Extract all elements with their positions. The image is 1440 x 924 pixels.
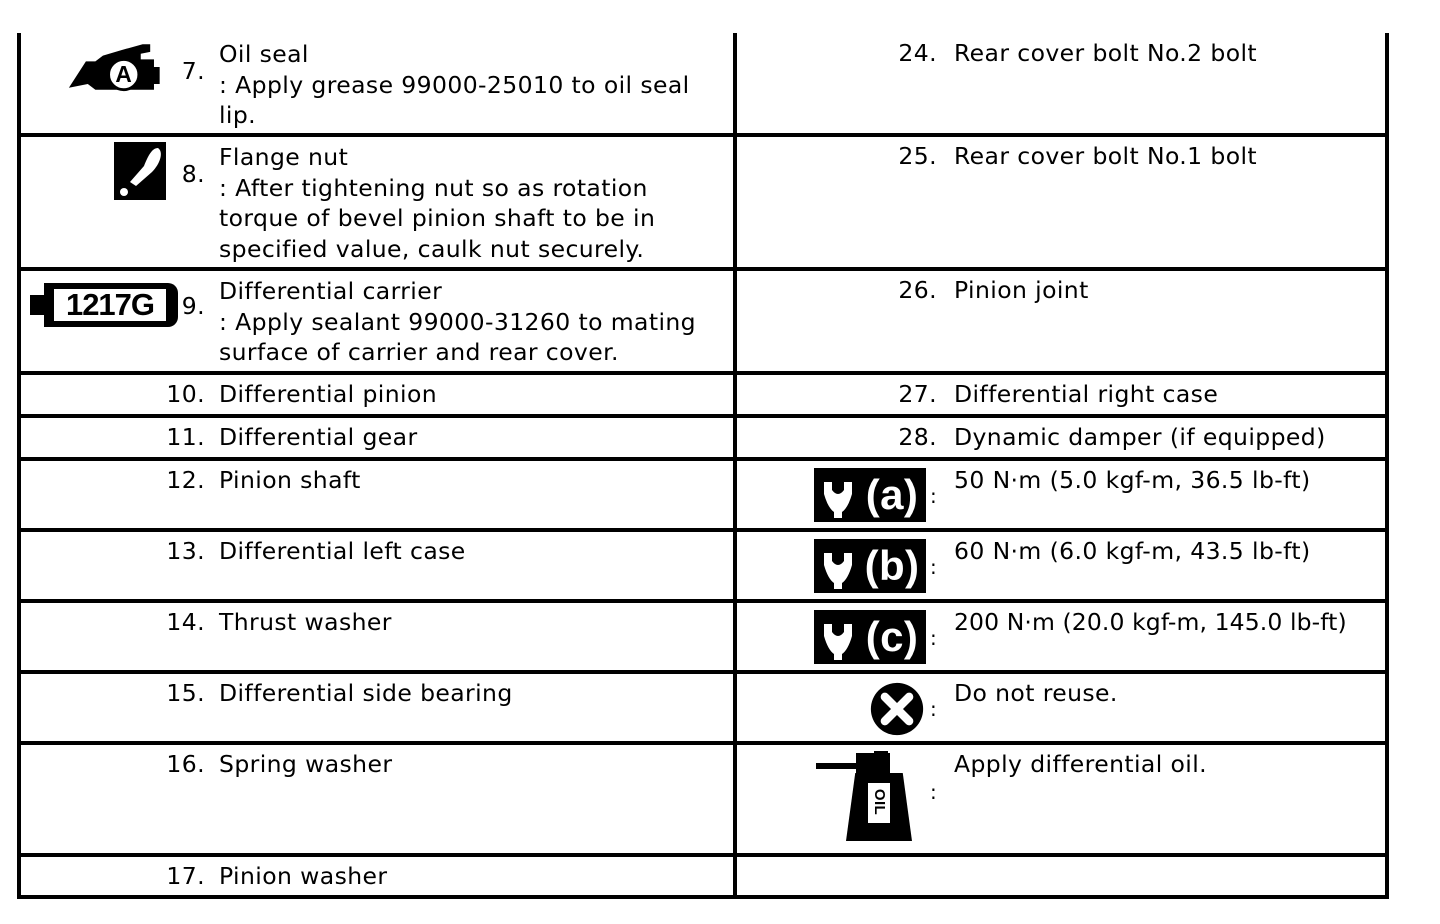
item-number: 27.	[898, 380, 937, 408]
item-number: 16.	[166, 750, 205, 778]
item-name: Differential carrier	[219, 277, 443, 305]
table-right-border	[1385, 33, 1389, 899]
item-name: Flange nut	[219, 143, 349, 171]
item-name: Differential gear	[219, 423, 418, 451]
item-number: 7.	[181, 57, 205, 85]
torque-c-icon: (c)	[814, 610, 926, 664]
item-number: 11.	[166, 423, 205, 451]
item-number: 15.	[166, 679, 205, 707]
svg-text:A: A	[115, 61, 133, 88]
separator: :	[930, 555, 938, 579]
item-name: Oil seal	[219, 40, 309, 68]
item-name: Differential left case	[219, 537, 466, 565]
item-number: 24.	[898, 39, 937, 67]
item-name: Thrust washer	[219, 608, 392, 636]
item-note: Apply differential oil.	[954, 750, 1208, 778]
row-divider	[17, 741, 1389, 745]
item-name: Rear cover bolt No.2 bolt	[954, 39, 1258, 67]
oil-can-icon: OIL	[816, 751, 924, 841]
item-name: Differential right case	[954, 380, 1219, 408]
item-number: 14.	[166, 608, 205, 636]
item-number: 10.	[166, 380, 205, 408]
item-number: 17.	[166, 862, 205, 890]
item-note: : Apply grease 99000-25010 to oil seal	[219, 70, 690, 99]
row-divider	[17, 599, 1389, 603]
item-number: 26.	[898, 276, 937, 304]
item-note: Do not reuse.	[954, 679, 1118, 707]
item-name: Spring washer	[219, 750, 393, 778]
item-name: Pinion washer	[219, 862, 388, 890]
torque-value: 60 N·m (6.0 kgf-m, 43.5 lb-ft)	[954, 537, 1311, 565]
item-number: 12.	[166, 466, 205, 494]
item-name: Dynamic damper (if equipped)	[954, 423, 1326, 451]
item-note: torque of bevel pinion shaft to be in	[219, 204, 656, 232]
parts-legend-table	[17, 33, 1389, 899]
sealant-1217G-icon: 1217G	[30, 275, 178, 335]
item-note: surface of carrier and rear cover.	[219, 338, 619, 366]
separator: :	[930, 484, 938, 508]
column-divider	[733, 33, 737, 899]
item-note: : After tightening nut so as rotation	[219, 173, 648, 202]
separator: :	[930, 626, 938, 650]
row-divider	[17, 457, 1389, 461]
item-number: 9.	[181, 292, 205, 320]
item-note: : Apply sealant 99000-31260 to mating	[219, 307, 696, 336]
torque-a-icon: (a)	[814, 468, 926, 522]
row-divider	[17, 267, 1389, 271]
do-not-reuse-icon	[869, 681, 925, 737]
row-divider	[17, 371, 1389, 375]
row-divider	[17, 414, 1389, 418]
item-name: Pinion shaft	[219, 466, 361, 494]
separator: :	[930, 697, 938, 721]
torque-value: 50 N·m (5.0 kgf-m, 36.5 lb-ft)	[954, 466, 1311, 494]
row-divider	[17, 528, 1389, 532]
item-number: 13.	[166, 537, 205, 565]
item-note: specified value, caulk nut securely.	[219, 234, 645, 263]
table-bottom-border	[17, 895, 1389, 899]
item-number: 25.	[898, 142, 937, 170]
item-name: Differential side bearing	[219, 679, 513, 707]
item-name: Differential pinion	[219, 380, 438, 408]
item-number: 28.	[898, 423, 937, 451]
torque-value: 200 N·m (20.0 kgf-m, 145.0 lb-ft)	[954, 608, 1347, 636]
row-divider	[17, 853, 1389, 857]
item-note: lip.	[219, 101, 257, 129]
row-divider	[17, 133, 1389, 137]
table-left-border	[17, 33, 21, 899]
item-number: 8.	[181, 160, 205, 188]
item-name: Pinion joint	[954, 276, 1089, 304]
torque-b-icon: (b)	[814, 539, 926, 593]
item-name: Rear cover bolt No.1 bolt	[954, 142, 1258, 170]
separator: :	[930, 780, 938, 804]
row-divider	[17, 670, 1389, 674]
